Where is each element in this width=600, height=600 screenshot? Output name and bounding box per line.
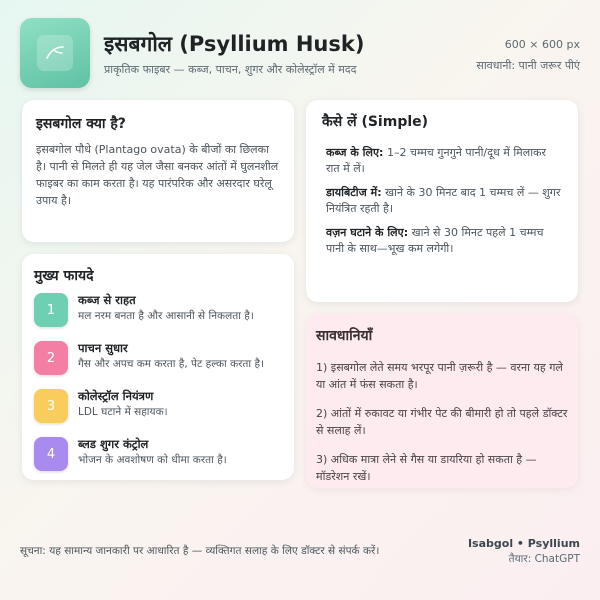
benefit-desc: मल नरम बनता है और आसानी से निकलता है। <box>78 310 254 322</box>
footer-brand: Isabgol • Psyllium <box>467 537 580 550</box>
benefit-item <box>34 389 282 433</box>
how-to-text: खाने से 30 मिनट पहले 1 चम्मच पानी के साथ—भूख कम लगेगी। <box>326 226 544 255</box>
what-is-card <box>22 100 294 242</box>
footer-credit: तैयार: ChatGPT <box>508 553 580 565</box>
page-subtitle: प्राकृतिक फाइबर — कब्ज, पाचन, शुगर और कोलेस्ट्रॉल में मदद <box>104 63 357 76</box>
how-to-label: कब्ज के लिए: <box>326 146 384 159</box>
benefit-title: पाचन सुधार <box>78 341 128 355</box>
number-badge: 4 <box>34 437 68 471</box>
number-badge: 3 <box>34 389 68 423</box>
caution-item: 1) इसबगोल लेते समय भरपूर पानी ज़रूरी है — वरना यह गले या आंत में फंस सकता है। <box>316 361 563 391</box>
benefit-desc: LDL घटाने में सहायक। <box>78 406 168 418</box>
caution-note: सावधानी: पानी जरूर पीएं <box>476 59 580 72</box>
benefit-title: कब्ज से राहत <box>78 293 136 307</box>
dimensions-label: 600 × 600 px <box>504 38 580 51</box>
footer-disclaimer: सूचना: यह सामान्य जानकारी पर आधारित है — व्यक्तिगत सलाह के लिए डॉक्टर से संपर्क करें। <box>20 545 380 557</box>
how-to-item <box>322 145 562 177</box>
number-badge: 1 <box>34 293 68 327</box>
benefit-desc: भोजन के अवशोषण को धीमा करता है। <box>78 454 227 466</box>
benefits-card <box>22 254 294 480</box>
how-to-card <box>306 100 578 302</box>
how-to-text: 1–2 चम्मच गुनगुने पानी/दूध में मिलाकर रात में लें। <box>326 146 546 175</box>
how-to-label: वज़न घटाने के लिए: <box>326 226 409 239</box>
benefit-item <box>34 437 282 481</box>
caution-item: 3) अधिक मात्रा लेने से गैस या डायरिया हो सकता है — मॉडरेशन रखें। <box>316 453 537 483</box>
page-title: इसबगोल (Psyllium Husk) <box>104 32 365 56</box>
cautions-heading: सावधानियाँ <box>316 328 373 344</box>
benefit-desc: गैस और अपच कम करता है, पेट हल्का करता है। <box>78 358 265 370</box>
benefits-heading: मुख्य फायदे <box>34 268 94 284</box>
benefit-title: कोलेस्ट्रॉल नियंत्रण <box>78 389 154 403</box>
benefit-title: ब्लड शुगर कंट्रोल <box>78 437 149 451</box>
benefit-item <box>34 293 282 337</box>
how-to-heading: कैसे लें (Simple) <box>322 114 429 130</box>
leaf-icon <box>37 35 73 71</box>
cautions-card <box>306 314 578 488</box>
number-badge: 2 <box>34 341 68 375</box>
what-is-body: इसबगोल पौधे (Plantago ovata) के बीजों का छिलका है। पानी से मिलते ही यह जेल जैसा बनकर आंतों में घुलनशील फाइबर का काम करता है। यह पारंपरिक और असरदार घरेलू उपाय है। <box>36 143 279 207</box>
what-is-heading: इसबगोल क्या है? <box>36 116 126 132</box>
how-to-item <box>322 225 562 257</box>
header <box>20 18 580 90</box>
logo <box>20 18 90 88</box>
benefit-item <box>34 341 282 385</box>
how-to-label: डायबिटीज में: <box>326 186 382 199</box>
how-to-text: खाने के 30 मिनट बाद 1 चम्मच लें — शुगर नियंत्रित रहती है। <box>326 186 561 215</box>
how-to-item <box>322 185 562 217</box>
caution-item: 2) आंतों में रुकावट या गंभीर पेट की बीमारी हो तो पहले डॉक्टर से सलाह लें। <box>316 407 568 437</box>
